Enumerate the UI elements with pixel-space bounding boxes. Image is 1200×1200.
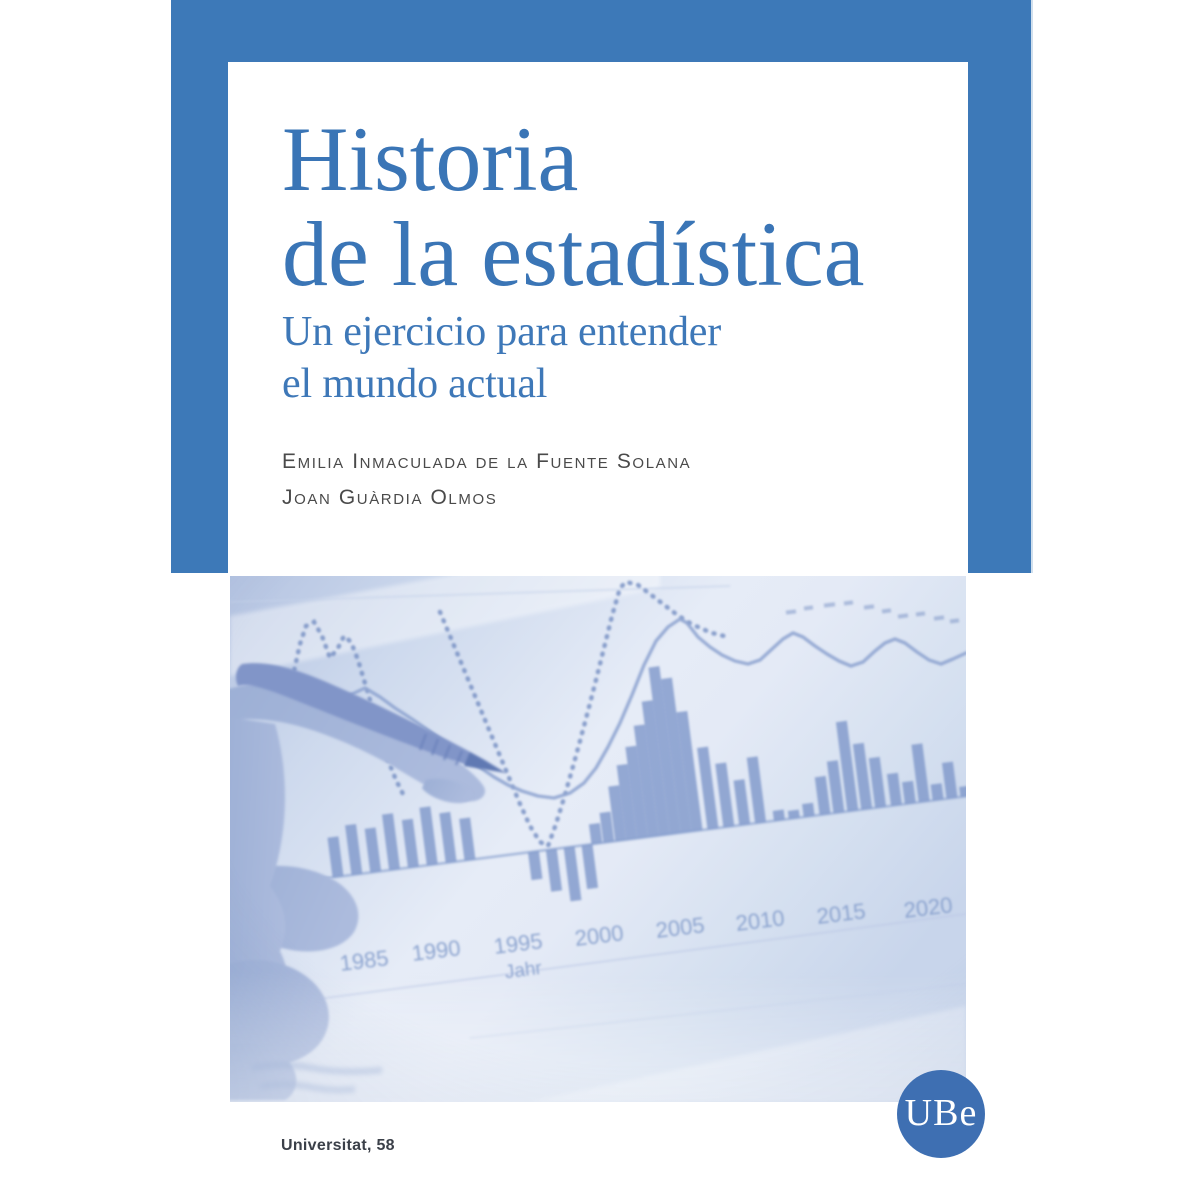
author-1: Emilia Inmaculada de la Fuente Solana	[282, 450, 692, 473]
title-line-1: Historia	[282, 108, 579, 210]
title-line-2: de la estadística	[282, 203, 865, 305]
publisher-logo	[897, 1070, 985, 1158]
book-subtitle	[282, 306, 721, 410]
book-title	[282, 108, 865, 305]
authors-block	[282, 444, 691, 516]
subtitle-line-1: Un ejercicio para entender	[282, 309, 722, 355]
photo-vignette	[230, 576, 966, 1102]
imprint-text: Universitat, 58	[281, 1137, 395, 1154]
author-2: Joan Guàrdia Olmos	[282, 486, 498, 509]
cover-photo	[230, 576, 966, 1102]
publisher-logo-text: UBe	[904, 1091, 978, 1134]
subtitle-line-2: el mundo actual	[282, 361, 548, 407]
cover-photo-graphic	[230, 576, 966, 1102]
